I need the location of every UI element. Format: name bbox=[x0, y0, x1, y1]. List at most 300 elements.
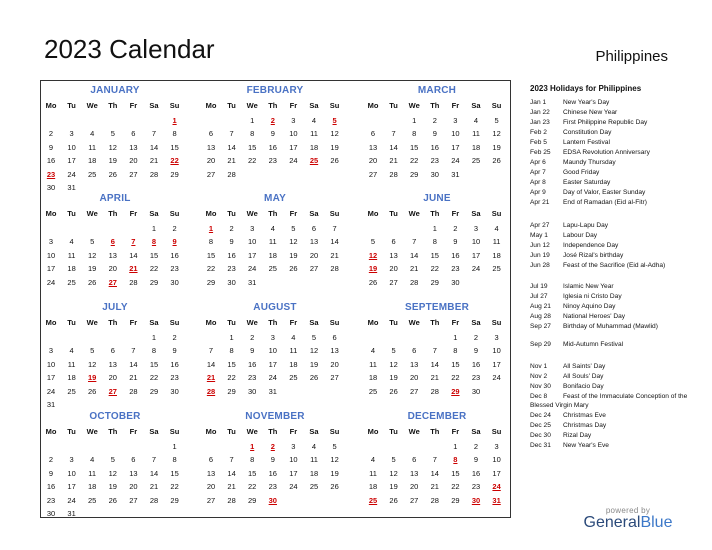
holiday-date-label: Jun 28 bbox=[530, 262, 550, 269]
calendar-day: 19 bbox=[389, 482, 398, 492]
calendar-day: 10 bbox=[268, 346, 277, 356]
weekday-header: Tu bbox=[67, 427, 76, 436]
holiday-name: Independence Day bbox=[563, 242, 619, 249]
calendar-day: 10 bbox=[46, 359, 56, 369]
holiday-date: 21 bbox=[129, 264, 138, 274]
weekday-header: Su bbox=[169, 427, 180, 436]
holiday-item bbox=[530, 99, 690, 108]
calendar-day: 14 bbox=[430, 359, 439, 369]
holiday-date: 25 bbox=[309, 156, 319, 166]
weekday-header: Th bbox=[108, 318, 118, 327]
calendar-day: 20 bbox=[410, 482, 419, 492]
weekday-header: Th bbox=[108, 209, 118, 218]
calendar-day: 19 bbox=[108, 482, 117, 492]
calendar-day: 31 bbox=[268, 386, 277, 396]
calendar-day: 11 bbox=[67, 359, 76, 369]
calendar-day: 15 bbox=[149, 250, 159, 260]
weekday-header: Th bbox=[268, 427, 278, 436]
calendar-day: 7 bbox=[151, 455, 157, 465]
calendar-day: 14 bbox=[389, 142, 398, 152]
calendar-day: 4 bbox=[311, 442, 317, 451]
weekday-header: Sa bbox=[149, 318, 159, 327]
calendar-day: 28 bbox=[149, 169, 159, 179]
holiday-name: Birthday of Muhammad (Mawlid) bbox=[563, 323, 658, 330]
calendar-day: 21 bbox=[149, 482, 159, 492]
calendar-day: 6 bbox=[332, 333, 337, 342]
calendar-day: 15 bbox=[451, 468, 460, 478]
calendar-day: 15 bbox=[170, 468, 179, 478]
calendar-day: 1 bbox=[229, 333, 234, 342]
calendar-day: 11 bbox=[67, 250, 76, 260]
holiday-date-label: Apr 6 bbox=[530, 159, 546, 166]
calendar-day: 12 bbox=[389, 468, 398, 478]
calendar-day: 9 bbox=[473, 455, 479, 465]
calendar-day: 29 bbox=[451, 495, 460, 505]
calendar-day: 15 bbox=[248, 142, 257, 152]
holiday-name: Labour Day bbox=[563, 232, 598, 239]
weekday-header: Mo bbox=[367, 101, 379, 110]
holiday-date: 22 bbox=[170, 156, 179, 166]
calendar-day: 9 bbox=[432, 129, 437, 139]
calendar-day: 8 bbox=[229, 346, 234, 356]
holiday-item bbox=[530, 232, 690, 241]
calendar-day: 13 bbox=[368, 142, 378, 152]
calendar-day: 10 bbox=[289, 455, 298, 465]
weekday-header: Sa bbox=[309, 318, 319, 327]
calendar-day: 19 bbox=[330, 468, 339, 478]
brand-logo bbox=[578, 514, 678, 532]
calendar-day: 1 bbox=[412, 116, 417, 125]
weekday-header: We bbox=[408, 101, 420, 110]
calendar-day: 28 bbox=[227, 169, 236, 179]
weekday-header: Fr bbox=[129, 427, 138, 436]
calendar-day: 26 bbox=[309, 373, 319, 383]
weekday-header: We bbox=[86, 101, 98, 110]
holiday-date: 27 bbox=[108, 386, 117, 396]
holiday-date: 29 bbox=[451, 386, 460, 396]
calendar-day: 9 bbox=[48, 142, 54, 152]
holiday-item bbox=[530, 303, 690, 312]
calendar-day: 14 bbox=[330, 237, 339, 247]
calendar-day: 5 bbox=[332, 442, 337, 451]
calendar-day: 19 bbox=[88, 264, 97, 274]
calendar-day: 13 bbox=[330, 346, 339, 356]
holiday-name: EDSA Revolution Anniversary bbox=[563, 149, 650, 156]
calendar-day: 28 bbox=[410, 277, 419, 287]
holiday-date-label: May 1 bbox=[530, 232, 548, 239]
calendar-day: 27 bbox=[410, 386, 419, 396]
calendar-day: 4 bbox=[291, 333, 296, 342]
month-january bbox=[44, 85, 186, 190]
calendar-day: 25 bbox=[268, 264, 277, 274]
calendar-day: 12 bbox=[330, 129, 339, 139]
calendar-day: 3 bbox=[48, 237, 54, 247]
holiday-date-label: Nov 2 bbox=[530, 373, 548, 380]
calendar-day: 12 bbox=[88, 359, 97, 369]
calendar-day: 1 bbox=[250, 116, 255, 125]
weekday-header: Tu bbox=[227, 427, 236, 436]
weekday-header: Mo bbox=[205, 101, 217, 110]
calendar-day: 21 bbox=[129, 373, 138, 383]
calendar-day: 2 bbox=[172, 333, 177, 342]
holiday-date: 8 bbox=[453, 455, 458, 465]
calendar-day: 15 bbox=[149, 359, 159, 369]
calendar-day: 1 bbox=[151, 333, 157, 342]
calendar-day: 24 bbox=[46, 386, 56, 396]
calendar-day: 28 bbox=[149, 495, 159, 505]
holiday-date: 2 bbox=[270, 442, 275, 451]
weekday-header: Su bbox=[491, 101, 502, 110]
calendar-day: 22 bbox=[451, 373, 460, 383]
calendar-day: 14 bbox=[149, 142, 159, 152]
weekday-header: Fr bbox=[451, 427, 460, 436]
calendar-day: 26 bbox=[389, 495, 398, 505]
holiday-name: New Year's Day bbox=[563, 99, 610, 106]
month-name: MAY bbox=[264, 193, 286, 204]
holiday-date: 30 bbox=[471, 495, 481, 505]
holiday-date-label: Apr 8 bbox=[530, 179, 546, 186]
calendar-day: 3 bbox=[270, 333, 275, 342]
holiday-name: Islamic New Year bbox=[563, 283, 614, 290]
weekday-header: Mo bbox=[205, 318, 217, 327]
holiday-item bbox=[530, 119, 690, 128]
calendar-day: 5 bbox=[110, 455, 115, 465]
calendar-day: 11 bbox=[268, 237, 277, 247]
calendar-day: 2 bbox=[453, 224, 458, 233]
calendar-day: 19 bbox=[309, 359, 319, 369]
calendar-day: 29 bbox=[149, 386, 159, 396]
calendar-day: 20 bbox=[129, 156, 138, 166]
weekday-header: Th bbox=[108, 101, 118, 110]
weekday-header: We bbox=[408, 318, 420, 327]
calendar-day: 4 bbox=[270, 224, 275, 233]
calendar-day: 21 bbox=[227, 482, 236, 492]
holiday-date-label: Sep 29 bbox=[530, 341, 551, 348]
calendar-day: 11 bbox=[289, 346, 298, 356]
holiday-date-label: Apr 27 bbox=[530, 222, 550, 229]
holiday-name: Chinese New Year bbox=[563, 109, 618, 116]
holiday-date: 6 bbox=[110, 237, 115, 247]
calendar-day: 7 bbox=[229, 129, 234, 139]
calendar-day: 12 bbox=[492, 129, 501, 139]
calendar-day: 29 bbox=[227, 386, 236, 396]
calendar-day: 3 bbox=[291, 442, 296, 451]
holiday-name: Constitution Day bbox=[563, 129, 612, 136]
month-may bbox=[204, 193, 346, 298]
weekday-header: Sa bbox=[471, 101, 481, 110]
calendar-day: 17 bbox=[451, 142, 460, 152]
weekday-header: Tu bbox=[389, 427, 398, 436]
calendar-day: 4 bbox=[473, 116, 479, 125]
weekday-header: Mo bbox=[367, 209, 379, 218]
weekday-header: We bbox=[408, 209, 420, 218]
holiday-name: Easter Saturday bbox=[563, 179, 611, 186]
holiday-item bbox=[530, 373, 690, 382]
holiday-date-label: Jan 23 bbox=[530, 119, 550, 126]
weekday-header: Mo bbox=[45, 318, 57, 327]
holiday-name: New Year's Eve bbox=[563, 442, 609, 449]
brand-text-general: General bbox=[583, 514, 641, 531]
calendar-day: 16 bbox=[46, 156, 56, 166]
calendar-day: 8 bbox=[412, 129, 417, 139]
calendar-day: 18 bbox=[309, 468, 319, 478]
calendar-day: 15 bbox=[206, 250, 216, 260]
calendar-day: 12 bbox=[330, 455, 339, 465]
calendar-day: 13 bbox=[206, 142, 216, 152]
weekday-header: Fr bbox=[129, 209, 138, 218]
calendar-day: 28 bbox=[430, 386, 439, 396]
calendar-day: 29 bbox=[206, 277, 216, 287]
holiday-name: Lantern Festival bbox=[563, 139, 610, 146]
calendar-day: 22 bbox=[430, 264, 439, 274]
calendar-day: 20 bbox=[108, 264, 117, 274]
holiday-list bbox=[530, 84, 690, 449]
weekday-header: Tu bbox=[389, 209, 398, 218]
holiday-date: 30 bbox=[268, 495, 277, 505]
calendar-day: 8 bbox=[172, 129, 177, 139]
holiday-date: 25 bbox=[368, 495, 378, 505]
holiday-name: End of Ramadan (Eid al-Fitr) bbox=[563, 199, 647, 206]
calendar-day: 17 bbox=[46, 373, 56, 383]
calendar-day: 14 bbox=[149, 468, 159, 478]
calendar-day: 10 bbox=[248, 237, 257, 247]
calendar-day: 12 bbox=[108, 468, 117, 478]
weekday-header: Fr bbox=[451, 318, 460, 327]
calendar-day: 21 bbox=[330, 250, 339, 260]
holiday-name: Maundy Thursday bbox=[563, 159, 616, 166]
weekday-header: Fr bbox=[289, 209, 298, 218]
calendar-day: 23 bbox=[170, 373, 179, 383]
holiday-name: Bonifacio Day bbox=[563, 383, 604, 390]
calendar-day: 29 bbox=[149, 277, 159, 287]
calendar-day: 27 bbox=[309, 264, 319, 274]
month-february bbox=[204, 85, 346, 190]
holiday-item bbox=[530, 139, 690, 148]
calendar-day: 12 bbox=[309, 346, 319, 356]
calendar-day: 23 bbox=[227, 264, 236, 274]
calendar-day: 6 bbox=[370, 129, 376, 139]
month-name: OCTOBER bbox=[89, 411, 141, 422]
holiday-date: 5 bbox=[332, 116, 337, 125]
holiday-item bbox=[530, 442, 690, 451]
calendar-day: 13 bbox=[410, 468, 419, 478]
calendar-day: 26 bbox=[330, 482, 339, 492]
calendar-day: 3 bbox=[473, 224, 479, 233]
calendar-day: 24 bbox=[46, 277, 56, 287]
month-name: FEBRUARY bbox=[246, 85, 304, 96]
calendar-day: 27 bbox=[330, 373, 339, 383]
calendar-day: 23 bbox=[451, 264, 460, 274]
weekday-header: We bbox=[246, 427, 258, 436]
month-name: SEPTEMBER bbox=[404, 302, 470, 313]
weekday-header: Sa bbox=[149, 427, 159, 436]
calendar-day: 7 bbox=[432, 455, 437, 465]
weekday-header: We bbox=[86, 209, 98, 218]
calendar-day: 27 bbox=[129, 169, 138, 179]
calendar-day: 20 bbox=[206, 482, 216, 492]
calendar-day: 16 bbox=[227, 250, 236, 260]
calendar-day: 1 bbox=[453, 333, 458, 342]
holiday-item bbox=[530, 341, 690, 350]
calendar-day: 19 bbox=[389, 373, 398, 383]
calendar-day: 19 bbox=[330, 142, 339, 152]
calendar-day: 7 bbox=[131, 346, 136, 356]
weekday-header: Fr bbox=[289, 101, 298, 110]
calendar-day: 4 bbox=[69, 346, 74, 356]
month-name: AUGUST bbox=[253, 302, 297, 313]
calendar-day: 28 bbox=[129, 386, 138, 396]
weekday-header: Mo bbox=[45, 209, 57, 218]
holiday-list-title: 2023 Holidays for Philippines bbox=[530, 84, 642, 93]
weekday-header: Fr bbox=[129, 101, 138, 110]
holiday-item bbox=[530, 412, 690, 421]
calendar-day: 23 bbox=[471, 482, 481, 492]
holiday-name: Christmas Day bbox=[563, 422, 607, 429]
calendar-day: 2 bbox=[250, 333, 255, 342]
holiday-item bbox=[530, 393, 690, 411]
calendar-day: 7 bbox=[151, 129, 157, 139]
calendar-day: 26 bbox=[108, 169, 117, 179]
holiday-item bbox=[530, 313, 690, 322]
calendar-day: 9 bbox=[172, 346, 177, 356]
calendar-day: 3 bbox=[291, 116, 296, 125]
calendar-day: 15 bbox=[170, 142, 179, 152]
holiday-item bbox=[530, 363, 690, 372]
calendar-day: 24 bbox=[289, 156, 298, 166]
holiday-item bbox=[530, 242, 690, 251]
weekday-header: Su bbox=[169, 318, 180, 327]
holiday-date-label: Jul 27 bbox=[530, 293, 548, 300]
calendar-day: 8 bbox=[172, 455, 177, 465]
calendar-day: 16 bbox=[170, 250, 179, 260]
calendar-day: 19 bbox=[289, 250, 298, 260]
calendar-day: 2 bbox=[229, 224, 234, 233]
weekday-header: Sa bbox=[471, 209, 481, 218]
weekday-header: Fr bbox=[289, 318, 298, 327]
holiday-date-label: Jun 12 bbox=[530, 242, 550, 249]
holiday-name: First Philippine Republic Day bbox=[563, 119, 648, 126]
holiday-date: 9 bbox=[172, 237, 177, 247]
calendar-day: 22 bbox=[410, 156, 419, 166]
holiday-name: Feast of the Sacrifice (Eid al-Adha) bbox=[563, 262, 666, 269]
calendar-day: 21 bbox=[410, 264, 419, 274]
calendar-day: 1 bbox=[432, 224, 437, 233]
calendar-day: 25 bbox=[289, 373, 298, 383]
footer-branding bbox=[578, 506, 678, 532]
calendar-day: 22 bbox=[451, 482, 460, 492]
calendar-day: 4 bbox=[90, 129, 95, 139]
calendar-day: 22 bbox=[227, 373, 236, 383]
holiday-name: All Souls' Day bbox=[563, 373, 604, 380]
calendar-day: 7 bbox=[208, 346, 214, 356]
calendar-day: 31 bbox=[46, 400, 56, 409]
holiday-name: Christmas Eve bbox=[563, 412, 606, 419]
calendar-day: 9 bbox=[473, 346, 479, 356]
calendar-day: 8 bbox=[208, 237, 214, 247]
weekday-header: Tu bbox=[227, 209, 236, 218]
calendar-day: 18 bbox=[289, 359, 298, 369]
calendar-day: 2 bbox=[172, 224, 177, 233]
calendar-day: 28 bbox=[227, 495, 236, 505]
weekday-header: Th bbox=[268, 318, 278, 327]
holiday-date-label: Jan 22 bbox=[530, 109, 550, 116]
weekday-header: Su bbox=[329, 427, 340, 436]
calendar-day: 9 bbox=[270, 455, 275, 465]
holiday-date-label: Aug 28 bbox=[530, 313, 551, 320]
calendar-day: 2 bbox=[473, 333, 479, 342]
calendar-day: 11 bbox=[369, 359, 377, 369]
calendar-day: 30 bbox=[170, 277, 179, 287]
weekday-header: Mo bbox=[205, 427, 217, 436]
holiday-date-label: Nov 30 bbox=[530, 383, 551, 390]
calendar-day: 20 bbox=[389, 264, 398, 274]
powered-by-text: powered by bbox=[605, 506, 651, 515]
calendar-day: 5 bbox=[110, 129, 115, 139]
calendar-day: 26 bbox=[492, 156, 501, 166]
calendar-day: 3 bbox=[48, 346, 54, 356]
calendar-day: 11 bbox=[88, 142, 97, 152]
calendar-day: 12 bbox=[88, 250, 97, 260]
calendar-day: 19 bbox=[108, 156, 117, 166]
calendar-day: 13 bbox=[206, 468, 216, 478]
holiday-date: 31 bbox=[492, 495, 501, 505]
calendar-day: 15 bbox=[410, 142, 419, 152]
calendar-day: 22 bbox=[170, 482, 179, 492]
calendar-day: 13 bbox=[108, 359, 117, 369]
calendar-day: 22 bbox=[206, 264, 216, 274]
calendar-day: 28 bbox=[389, 169, 398, 179]
calendar-day: 20 bbox=[206, 156, 216, 166]
calendar-day: 22 bbox=[149, 264, 159, 274]
calendar-day: 6 bbox=[311, 224, 317, 233]
calendar-day: 24 bbox=[451, 156, 460, 166]
calendar-day: 22 bbox=[149, 373, 159, 383]
holiday-name: Lapu-Lapu Day bbox=[563, 222, 609, 229]
page-title: 2023 Calendar bbox=[44, 34, 215, 64]
weekday-header: We bbox=[408, 427, 420, 436]
calendar-day: 10 bbox=[67, 468, 76, 478]
month-april bbox=[44, 193, 186, 298]
calendar-day: 26 bbox=[330, 156, 339, 166]
calendar-day: 11 bbox=[310, 129, 318, 139]
calendar-day: 15 bbox=[451, 359, 460, 369]
calendar-day: 18 bbox=[492, 250, 501, 260]
calendar-day: 14 bbox=[430, 468, 439, 478]
holiday-date: 1 bbox=[208, 224, 214, 233]
calendar-day: 30 bbox=[227, 277, 236, 287]
calendar-day: 8 bbox=[250, 129, 255, 139]
weekday-header: Tu bbox=[67, 209, 76, 218]
holiday-item bbox=[530, 252, 690, 261]
holiday-name: Day of Valor, Easter Sunday bbox=[563, 189, 646, 196]
weekday-header: Su bbox=[169, 209, 180, 218]
calendar-day: 27 bbox=[389, 277, 398, 287]
holiday-date-label: Dec 30 bbox=[530, 432, 551, 439]
calendar-day: 24 bbox=[289, 482, 298, 492]
holiday-item bbox=[530, 179, 690, 188]
month-november bbox=[204, 411, 346, 516]
calendar-day: 30 bbox=[170, 386, 179, 396]
calendar-day: 4 bbox=[69, 237, 74, 247]
calendar-day: 12 bbox=[108, 142, 117, 152]
calendar-day: 26 bbox=[88, 277, 97, 287]
weekday-header: Su bbox=[491, 209, 502, 218]
holiday-name: Good Friday bbox=[563, 169, 600, 176]
calendar-day: 1 bbox=[172, 442, 177, 451]
month-june bbox=[366, 193, 508, 298]
month-august bbox=[204, 302, 346, 407]
calendar-day: 5 bbox=[391, 346, 396, 356]
